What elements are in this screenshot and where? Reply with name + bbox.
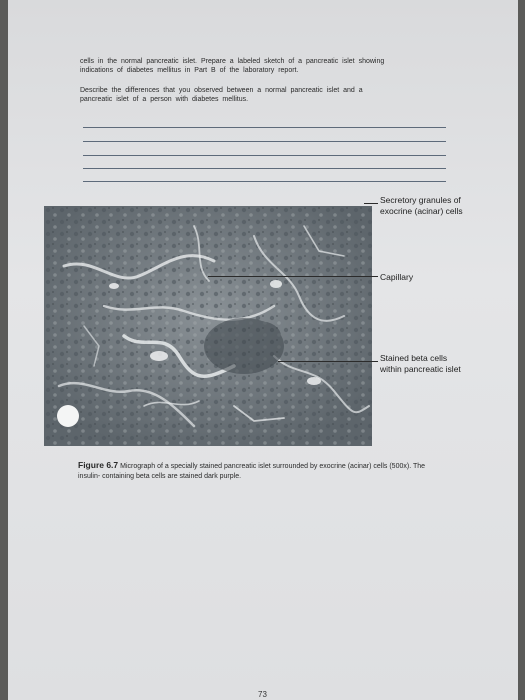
instruction-paragraph-1 <box>80 57 460 75</box>
instruction-line: pancreatic islet of a person with diabetes mellitus. <box>80 96 249 103</box>
answer-line <box>83 155 446 156</box>
label-line: Capillary <box>380 272 414 282</box>
page-number: 73 <box>258 690 267 699</box>
instruction-line: indications of diabetes mellitus in Part B of the laboratory report. <box>80 67 299 74</box>
instruction-line: Describe the differences that you observed between a normal pancreatic islet and a <box>80 87 363 94</box>
figure-caption <box>78 461 478 481</box>
textbook-page <box>8 0 518 700</box>
instruction-paragraph-2 <box>80 86 460 104</box>
leader-line <box>208 276 378 277</box>
answer-line <box>83 141 446 142</box>
answer-line <box>83 127 446 128</box>
leader-line <box>364 203 378 204</box>
answer-line <box>83 168 446 169</box>
caption-text: Micrograph of a specially stained pancreatic islet surrounded by exocrine (acinar) cells (500x). The <box>120 463 426 470</box>
caption-text: insulin- containing beta cells are stained dark purple. <box>78 472 242 480</box>
instruction-line: cells in the normal pancreatic islet. Prepare a labeled sketch of a pancreatic islet showing <box>80 58 385 65</box>
label-line: Secretory granules of <box>380 195 461 205</box>
leader-line <box>278 361 378 362</box>
label-beta-cells <box>380 353 510 375</box>
micrograph-image <box>44 206 372 446</box>
answer-line <box>83 181 446 182</box>
figure-number: Figure 6.7 <box>78 460 119 470</box>
label-capillary <box>380 272 510 283</box>
label-secretory-granules <box>380 195 510 217</box>
label-line: Stained beta cells <box>380 353 448 363</box>
label-line: within pancreatic islet <box>380 364 461 374</box>
label-line: exocrine (acinar) cells <box>380 206 463 216</box>
